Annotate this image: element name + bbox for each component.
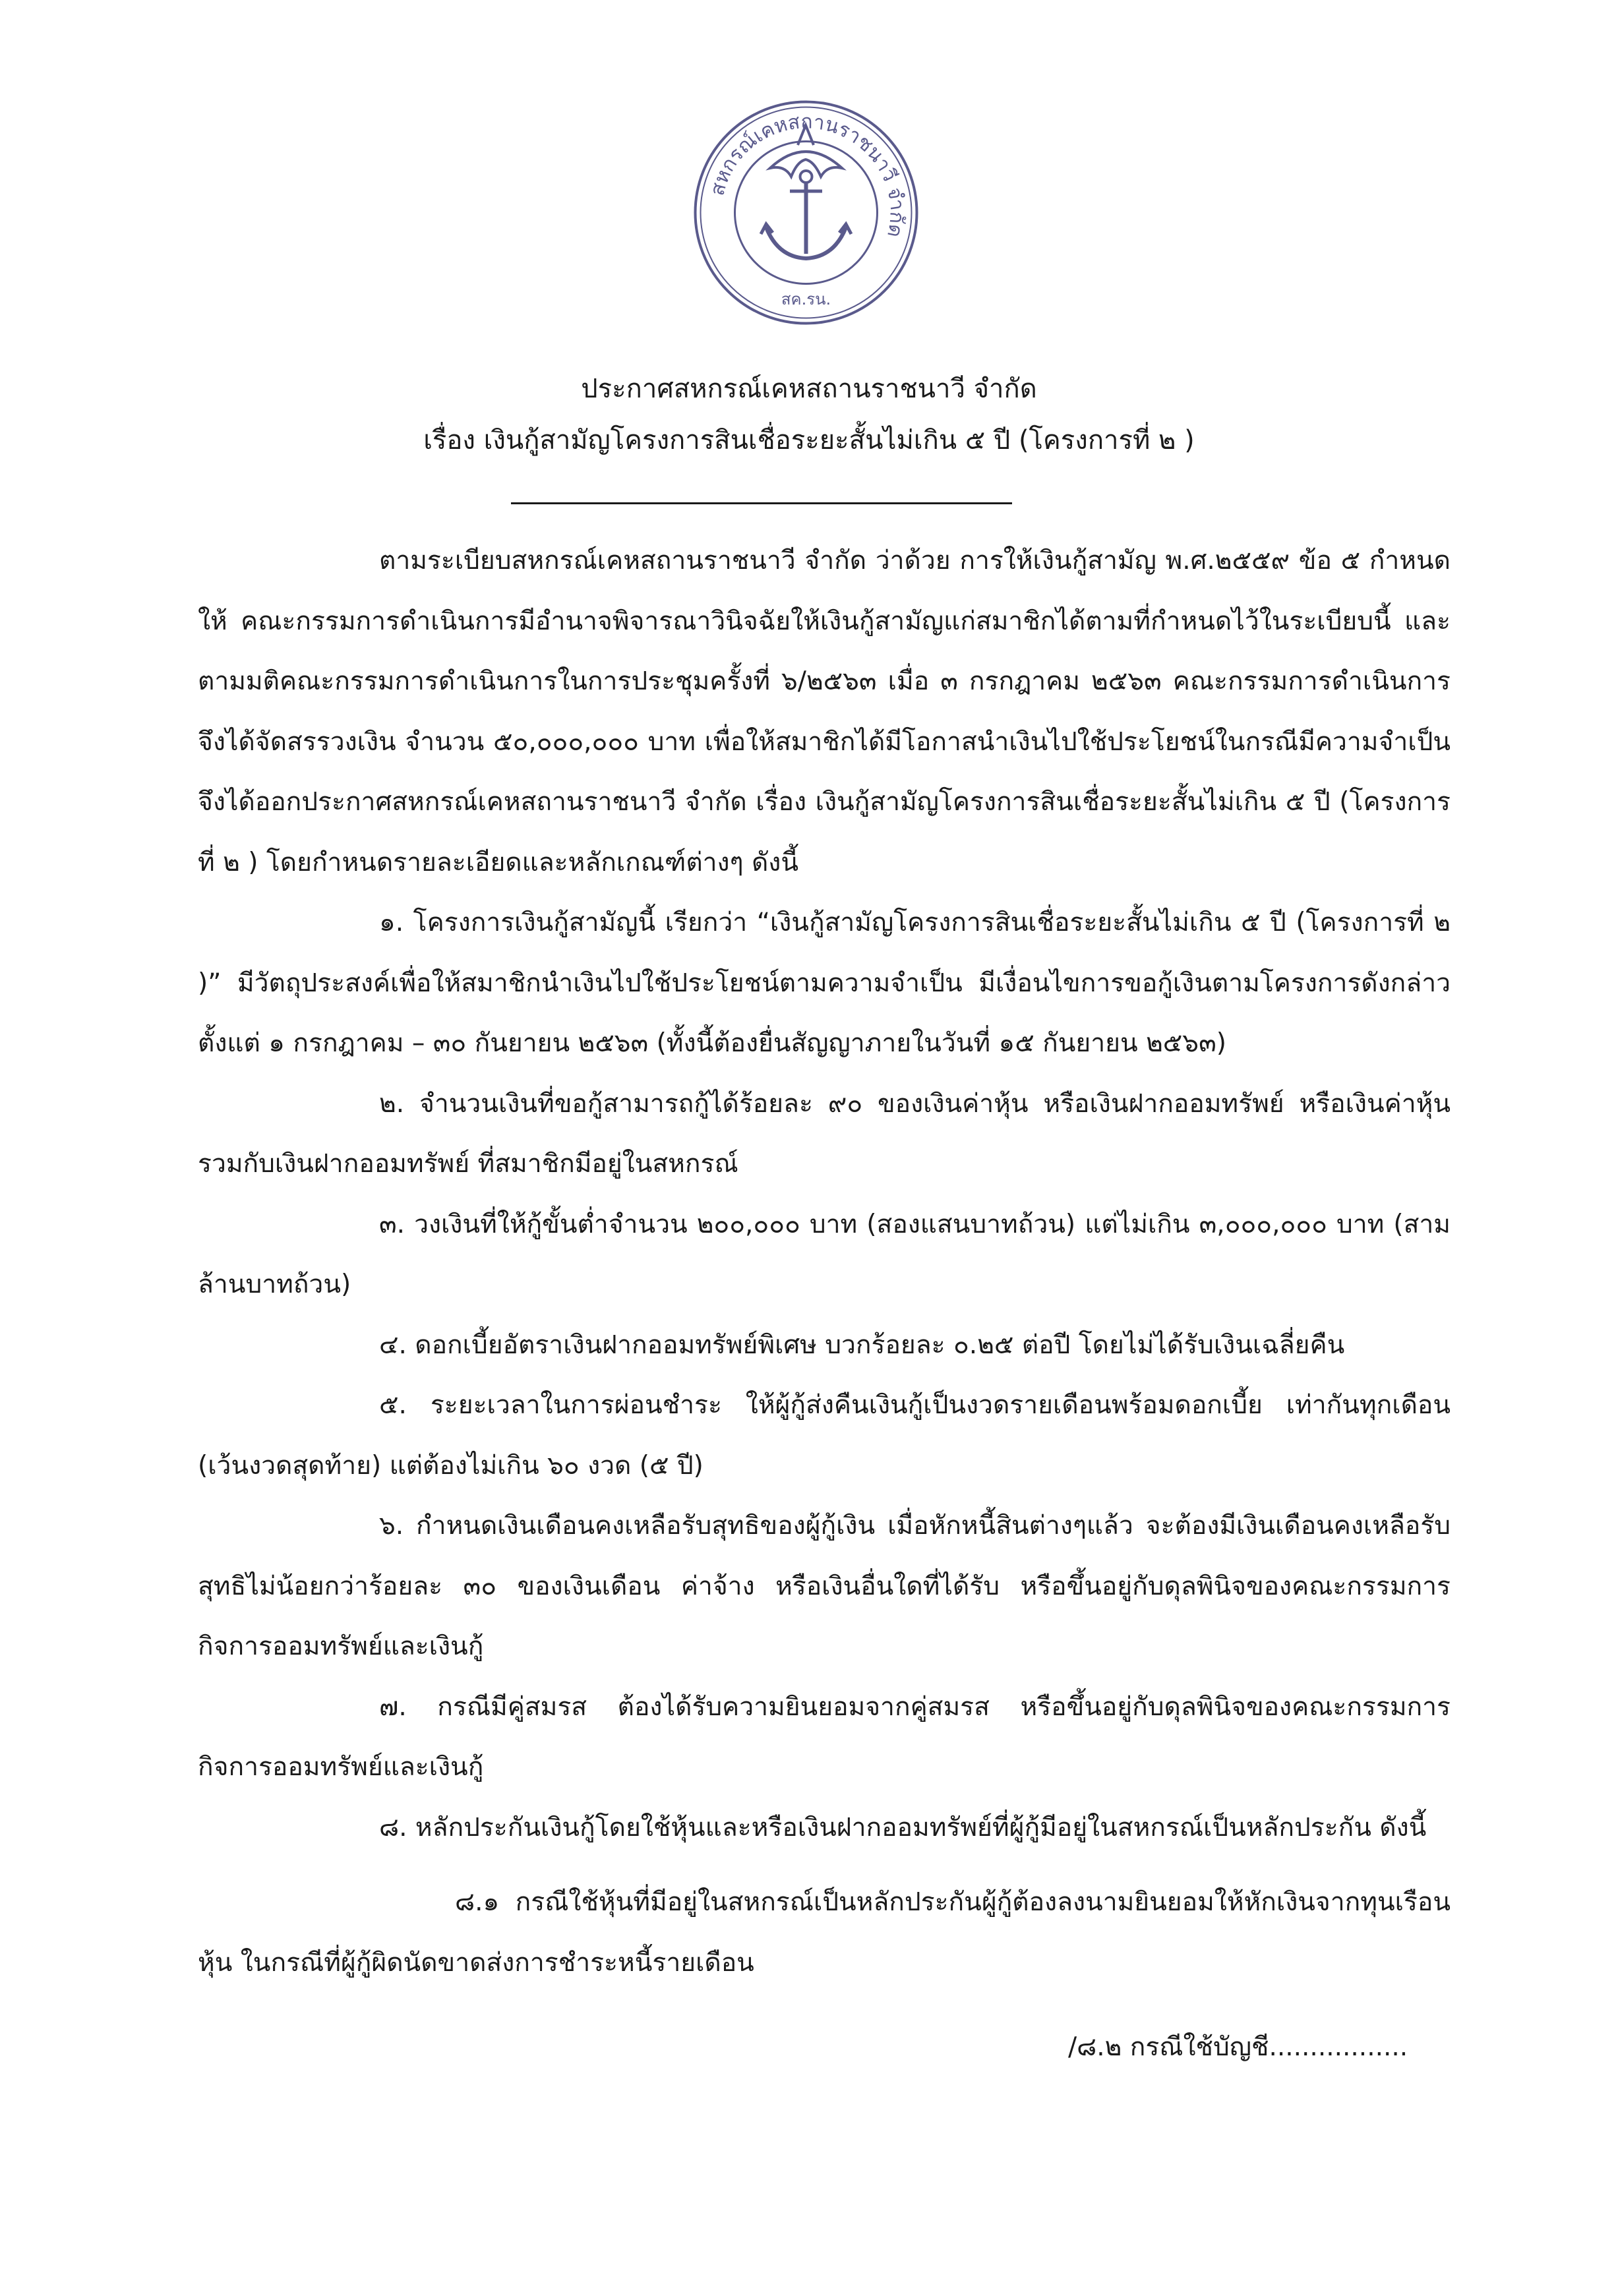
- intro-paragraph: ตามระเบียบสหกรณ์เคหสถานราชนาวี จำกัด ว่าด้วย การให้เงินกู้สามัญ พ.ศ.๒๕๕๙ ข้อ ๕ กำหนดให้ คณะกรรมการดำเนินการมีอำนาจพิจารณาวินิจฉัยให้เงินกู้สามัญแก่สมาชิกได้ตามที่กำหนดไว้ในระเบียบนี้ และตามมติคณะกรรมการดำเนินการในการประชุมครั้งที่ ๖/๒๕๖๓ เมื่อ ๓ กรกฎาคม ๒๕๖๓ คณะกรรมการดำเนินการจึงได้จัดสรรวงเงิน จำนวน ๕๐,๐๐๐,๐๐๐ บาท เพื่อให้สมาชิกได้มีโอกาสนำเงินไปใช้ประโยชน์ในกรณีมีความจำเป็น จึงได้ออกประกาศสหกรณ์เคหสถานราชนาวี จำกัด เรื่อง เงินกู้สามัญโครงการสินเชื่อระยะสั้นไม่เกิน ๕ ปี (โครงการที่ ๒ ) โดยกำหนดรายละเอียดและหลักเกณฑ์ต่างๆ ดังนี้: [198, 546, 1451, 877]
- clause-4: ๔. ดอกเบี้ยอัตราเงินฝากออมทรัพย์พิเศษ บวกร้อยละ ๐.๒๕ ต่อปี โดยไม่ได้รับเงินเฉลี่ยคืน: [379, 1330, 1345, 1360]
- cooperative-seal: [692, 99, 920, 326]
- clause-7: ๗. กรณีมีคู่สมรส ต้องได้รับความยินยอมจากคู่สมรส หรือขึ้นอยู่กับดุลพินิจของคณะกรรมการกิจการออมทรัพย์และเงินกู้: [198, 1692, 1451, 1782]
- announcement-title: ประกาศสหกรณ์เคหสถานราชนาวี จำกัด: [581, 374, 1037, 404]
- clause-8: ๘. หลักประกันเงินกู้โดยใช้หุ้นและหรือเงินฝากออมทรัพย์ที่ผู้กู้มีอยู่ในสหกรณ์เป็นหลักประกัน ดังนี้: [379, 1812, 1427, 1842]
- seal-ring-text: สหกรณ์เคหสถานราชนาวี จำกัด: [705, 110, 909, 240]
- clause-6: ๖. กำหนดเงินเดือนคงเหลือรับสุทธิของผู้กู้เงิน เมื่อหักหนี้สินต่างๆแล้ว จะต้องมีเงินเดือนคงเหลือรับสุทธิไม่น้อยกว่าร้อยละ ๓๐ ของเงินเดือน ค่าจ้าง หรือเงินอื่นใดที่ได้รับ หรือขึ้นอยู่กับดุลพินิจของคณะกรรมการกิจการออมทรัพย์และเงินกู้: [198, 1511, 1451, 1661]
- announcement-body: [198, 531, 1451, 1993]
- continuation-note: /๘.๒ กรณีใช้บัญชี.................: [1068, 2032, 1408, 2062]
- title-divider: [511, 502, 1012, 504]
- clause-3: ๓. วงเงินที่ให้กู้ขั้นต่ำจำนวน ๒๐๐,๐๐๐ บาท (สองแสนบาทถ้วน) แต่ไม่เกิน ๓,๐๐๐,๐๐๐ บาท (สามล้านบาทถ้วน): [198, 1209, 1451, 1299]
- clause-8-1: ๘.๑ กรณีใช้หุ้นที่มีอยู่ในสหกรณ์เป็นหลักประกันผู้กู้ต้องลงนามยินยอมให้หักเงินจากทุนเรือนหุ้น ในกรณีที่ผู้กู้ผิดนัดขาดส่งการชำระหนี้รายเดือน: [198, 1887, 1451, 1978]
- seal-emblem-icon: [692, 99, 920, 326]
- clause-1: ๑. โครงการเงินกู้สามัญนี้ เรียกว่า “เงินกู้สามัญโครงการสินเชื่อระยะสั้นไม่เกิน ๕ ปี (โครงการที่ ๒ )” มีวัตถุประสงค์เพื่อให้สมาชิกนำเงินไปใช้ประโยชน์ตามความจำเป็น มีเงื่อนไขการขอกู้เงินตามโครงการดังกล่าว ตั้งแต่ ๑ กรกฎาคม – ๓๐ กันยายน ๒๕๖๓ (ทั้งนี้ต้องยื่นสัญญาภายในวันที่ ๑๕ กันยายน ๒๕๖๓): [198, 908, 1451, 1058]
- announcement-subject: เรื่อง เงินกู้สามัญโครงการสินเชื่อระยะสั้นไม่เกิน ๕ ปี (โครงการที่ ๒ ): [423, 425, 1195, 456]
- seal-abbrev: สค.รน.: [781, 290, 831, 309]
- clause-2: ๒. จำนวนเงินที่ขอกู้สามารถกู้ได้ร้อยละ ๙๐ ของเงินค่าหุ้น หรือเงินฝากออมทรัพย์ หรือเงินค่าหุ้นรวมกับเงินฝากออมทรัพย์ ที่สมาชิกมีอยู่ในสหกรณ์: [198, 1088, 1451, 1179]
- clause-5: ๕. ระยะเวลาในการผ่อนชำระ ให้ผู้กู้ส่งคืนเงินกู้เป็นงวดรายเดือนพร้อมดอกเบี้ย เท่ากันทุกเดือน (เว้นงวดสุดท้าย) แต่ต้องไม่เกิน ๖๐ งวด (๕ ปี): [198, 1390, 1451, 1481]
